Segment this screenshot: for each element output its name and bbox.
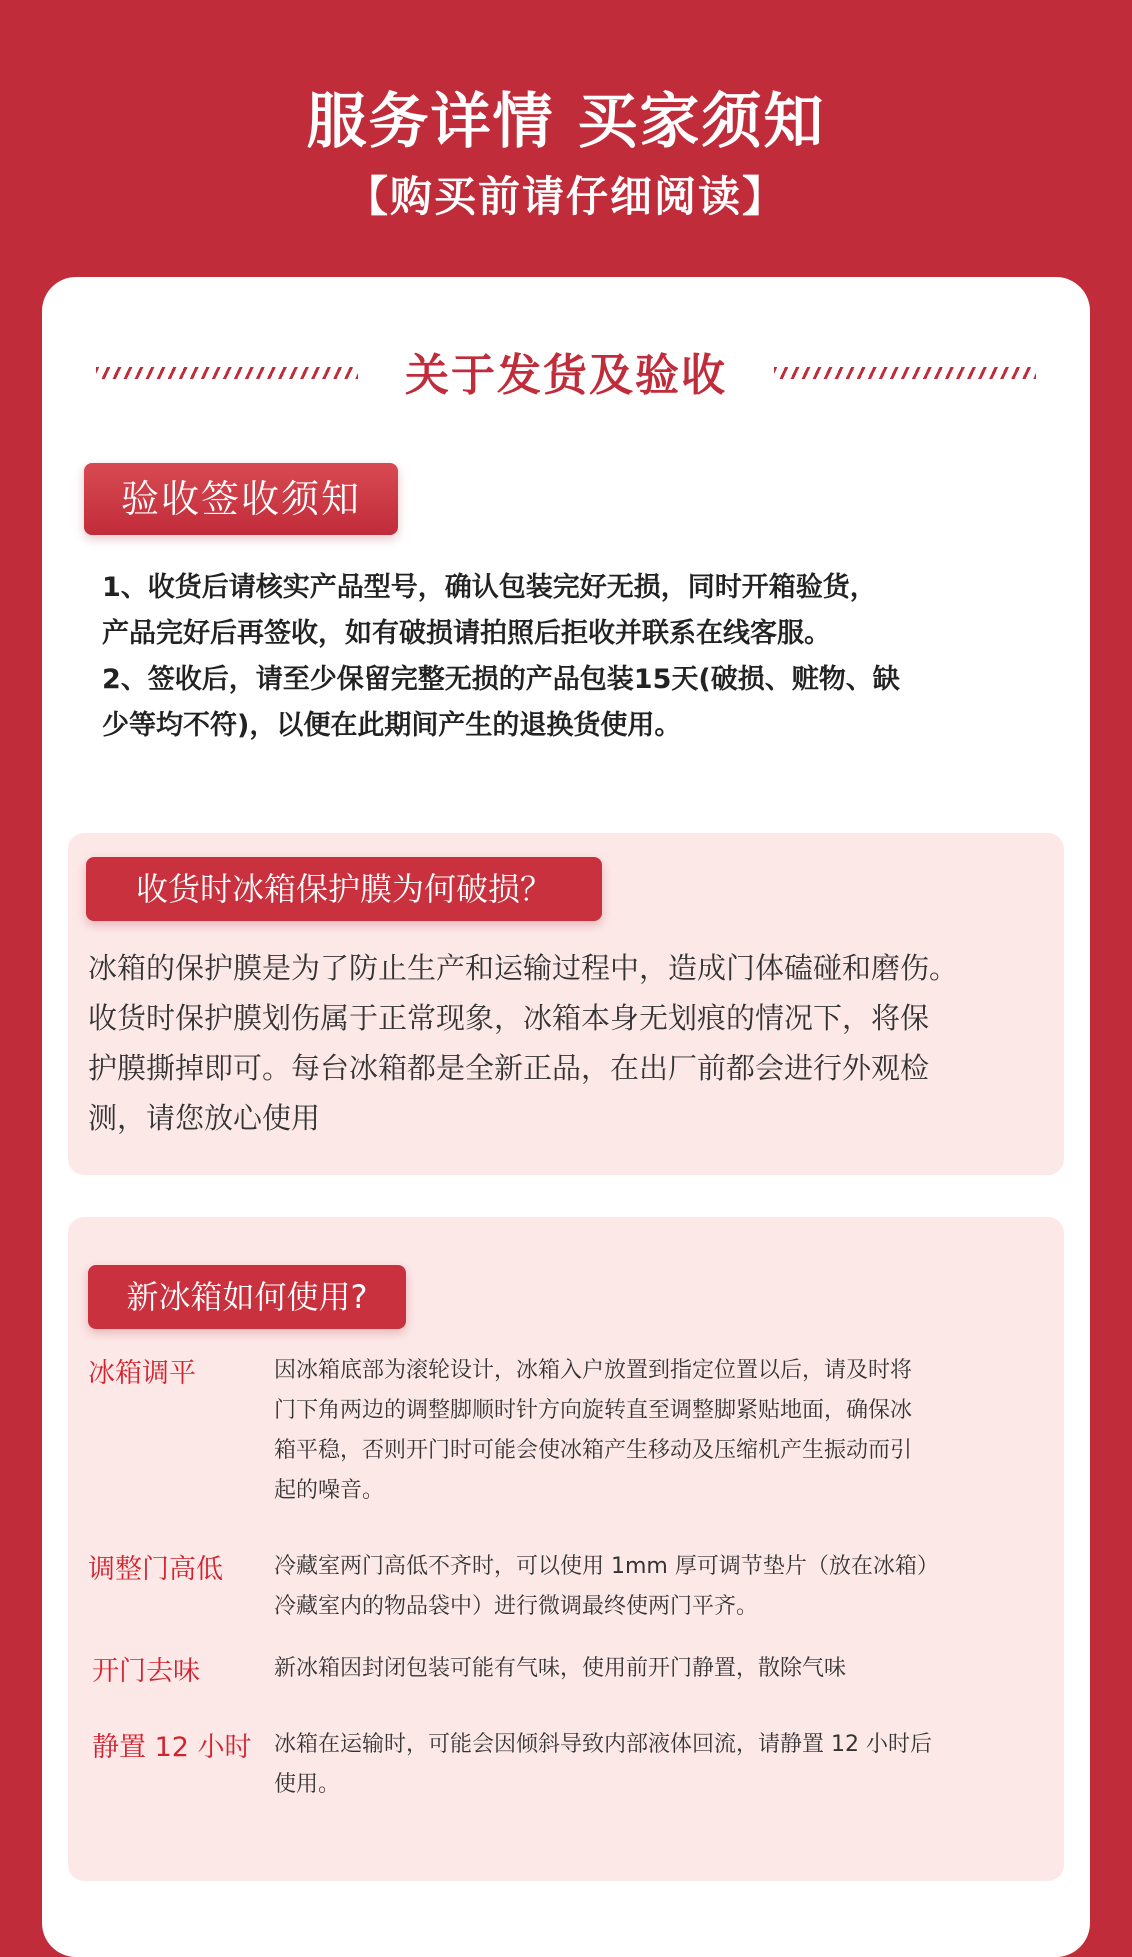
inspection-line: 少等均不符)，以便在此期间产生的退换货使用。 bbox=[102, 710, 682, 741]
usage-item-label: 冰箱调平 bbox=[88, 1358, 196, 1389]
usage-line: 冷藏室两门高低不齐时，可以使用 1mm 厚可调节垫片（放在冰箱） bbox=[274, 1554, 939, 1579]
usage-line: 使用。 bbox=[274, 1772, 341, 1797]
usage-line: 门下角两边的调整脚顺时针方向旋转直至调整脚紧贴地面，确保冰 bbox=[274, 1398, 913, 1423]
page-header bbox=[0, 0, 1132, 280]
film-line: 护膜撕掉即可。每台冰箱都是全新正品，在出厂前都会进行外观检 bbox=[88, 1051, 930, 1085]
usage-line: 冷藏室内的物品袋中）进行微调最终使两门平齐。 bbox=[274, 1594, 759, 1619]
film-text bbox=[88, 943, 1058, 1143]
inspection-line: 产品完好后再签收，如有破损请拍照后拒收并联系在线客服。 bbox=[102, 618, 831, 649]
inspection-text bbox=[102, 565, 1062, 749]
usage-item-text bbox=[274, 1351, 1014, 1511]
inspection-line: 2、签收后，请至少保留完整无损的产品包装15天(破损、赃物、缺 bbox=[102, 664, 900, 695]
usage-line: 冰箱在运输时，可能会因倾斜导致内部液体回流，请静置 12 小时后 bbox=[274, 1732, 932, 1757]
decorative-stripes-right bbox=[774, 367, 1036, 379]
page-title: 服务详情 买家须知 bbox=[306, 87, 826, 157]
inspection-line: 1、收货后请核实产品型号，确认包装完好无损，同时开箱验货， bbox=[102, 572, 877, 603]
film-tag: 收货时冰箱保护膜为何破损？ bbox=[86, 857, 602, 921]
usage-line: 起的噪音。 bbox=[274, 1478, 385, 1503]
film-panel bbox=[68, 833, 1064, 1175]
usage-item-label: 开门去味 bbox=[92, 1656, 200, 1687]
usage-item-text bbox=[274, 1725, 1014, 1805]
section-heading-text: 关于发货及验收 bbox=[405, 350, 727, 401]
usage-panel bbox=[68, 1217, 1064, 1881]
section-heading bbox=[42, 339, 1090, 399]
usage-item-text bbox=[274, 1547, 1014, 1627]
page-subtitle: 【购买前请仔细阅读】 bbox=[345, 172, 786, 221]
usage-tag: 新冰箱如何使用? bbox=[88, 1265, 406, 1329]
usage-line: 新冰箱因封闭包装可能有气味，使用前开门静置，散除气味 bbox=[274, 1656, 847, 1681]
usage-item-text bbox=[274, 1649, 1014, 1689]
film-line: 收货时保护膜划伤属于正常现象，冰箱本身无划痕的情况下，将保 bbox=[88, 1001, 930, 1035]
usage-line: 箱平稳，否则开门时可能会使冰箱产生移动及压缩机产生振动而引 bbox=[274, 1438, 913, 1463]
inspection-tag: 验收签收须知 bbox=[84, 463, 398, 535]
content-card bbox=[42, 277, 1090, 1957]
usage-item-label: 调整门高低 bbox=[88, 1554, 223, 1585]
usage-line: 因冰箱底部为滚轮设计，冰箱入户放置到指定位置以后，请及时将 bbox=[274, 1358, 913, 1383]
film-line: 冰箱的保护膜是为了防止生产和运输过程中，造成门体磕碰和磨伤。 bbox=[88, 951, 959, 985]
usage-item-label: 静置 12 小时 bbox=[92, 1732, 252, 1763]
film-line: 测，请您放心使用 bbox=[88, 1101, 321, 1135]
